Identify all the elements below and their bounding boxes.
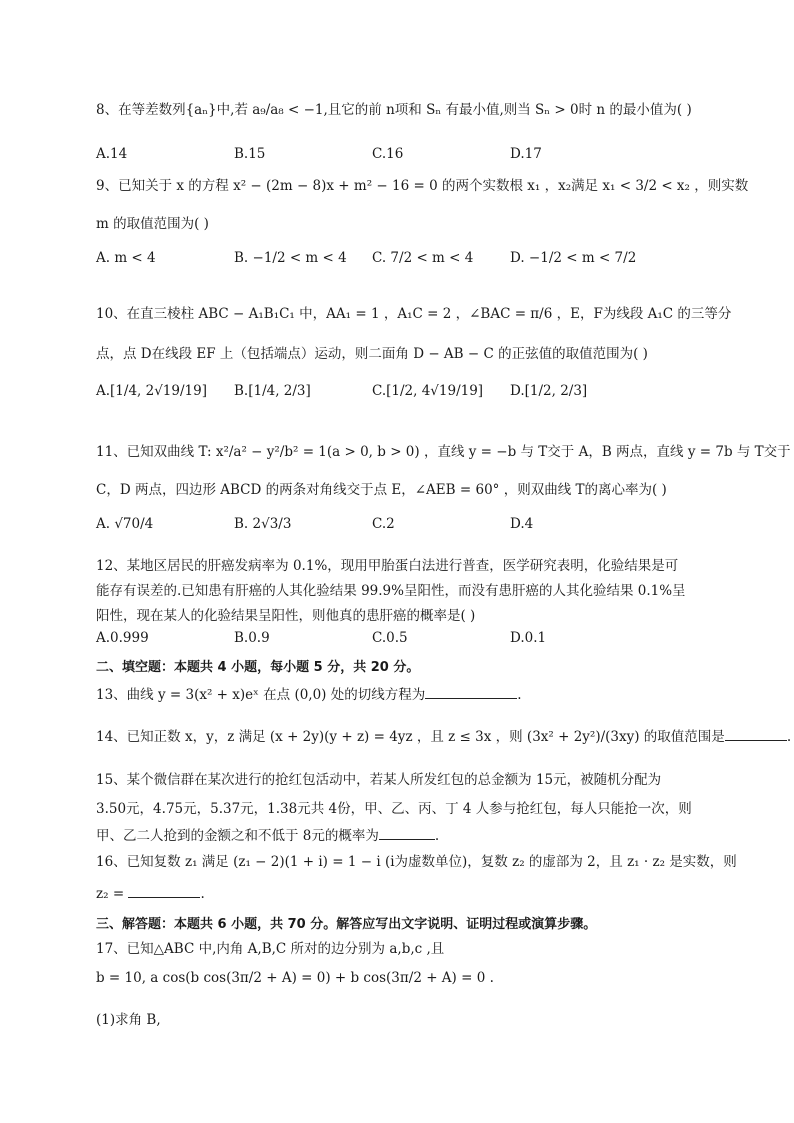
- question-13: 13、曲线 y = 3(x² + x)eˣ 在点 (0,0) 处的切线方程为 .: [96, 687, 522, 703]
- q8-option-b: B.15: [234, 146, 266, 162]
- q9-option-a: A. m < 4: [96, 250, 156, 266]
- q8-option-a: A.14: [96, 146, 128, 162]
- q13-text: 13、曲线 y = 3(x² + x)eˣ 在点 (0,0) 处的切线方程为: [96, 687, 426, 703]
- q10-text-line1: 10、在直三棱柱 ABC − A₁B₁C₁ 中，AA₁ = 1 ，A₁C = 2 ，∠BAC = π/6 ，E，F为线段 A₁C 的三等分: [96, 306, 732, 322]
- q9-options: [96, 250, 696, 272]
- q11-options: [96, 516, 696, 538]
- q16-text-line1: 16、已知复数 z₁ 满足 (z₁ − 2)(1 + i) = 1 − i (i为虚数单位)，复数 z₂ 的虚部为 2，且 z₁ · z₂ 是实数，则: [96, 854, 737, 870]
- q8-text: 8、在等差数列{aₙ}中,若 a₉/a₈ < −1,且它的前 n项和 Sₙ 有最小值,则当 Sₙ > 0时 n 的最小值为( ): [96, 102, 692, 118]
- question-17-line2: [96, 970, 494, 986]
- q11-option-d: D.4: [510, 516, 534, 532]
- q10-text-line2: 点，点 D在线段 EF 上（包括端点）运动，则二面角 D − AB − C 的正弦值的取值范围为( ): [96, 346, 648, 362]
- question-17-part1: [96, 1008, 161, 1028]
- question-11-line2: [96, 478, 667, 498]
- q12-option-c: C.0.5: [372, 630, 408, 646]
- q15-text-line3: 甲、乙二人抢到的金额之和不低于 8元的概率为: [96, 828, 379, 844]
- q11-text-line2: C，D 两点，四边形 ABCD 的两条对角线交于点 E，∠AEB = 60° ，则双曲线 T的离心率为( ): [96, 482, 667, 498]
- q12-options: [96, 630, 696, 652]
- q11-text-line1: 11、已知双曲线 T: x²/a² − y²/b² = 1(a > 0, b > 0) ，直线 y = −b 与 T交于 A，B 两点，直线 y = 7b 与 T交于: [96, 444, 791, 460]
- section2-text: 二、填空题：本题共 4 小题，每小题 5 分，共 20 分。: [96, 660, 420, 675]
- q14-answer-blank[interactable]: [725, 740, 787, 741]
- q9-text-line1: 9、已知关于 x 的方程 x² − (2m − 8)x + m² − 16 = 0 的两个实数根 x₁ ，x₂满足 x₁ < 3/2 < x₂ ，则实数: [96, 178, 749, 194]
- section3-text: 三、解答题：本题共 6 小题，共 70 分。解答应写出文字说明、证明过程或演算步骤。: [96, 917, 597, 932]
- q10-option-c: C.[1/2, 4√19/19]: [372, 383, 484, 399]
- question-17-line1: [96, 937, 444, 957]
- q15-answer-blank[interactable]: [379, 839, 435, 840]
- q12-option-a: A.0.999: [96, 630, 149, 646]
- question-12-line1: [96, 554, 678, 574]
- q17-text-line2: b = 10, a cos(b cos(3π/2 + A) = 0) + b cos(3π/2 + A) = 0 .: [96, 970, 494, 986]
- question-12-line2: [96, 579, 686, 599]
- section-solution-heading: [96, 913, 596, 932]
- q11-option-c: C.2: [372, 516, 395, 532]
- q12-option-d: D.0.1: [510, 630, 547, 646]
- question-10-line2: [96, 342, 648, 362]
- question-16-line2: z₂ = .: [96, 886, 205, 902]
- question-9-line2: [96, 212, 209, 232]
- question-15-line2: [96, 797, 692, 817]
- q12-text-line2: 能存有误差的.已知患有肝癌的人其化验结果 99.9%呈阳性，而没有患肝癌的人其化验结果 0.1%呈: [96, 583, 686, 599]
- q16-answer-blank[interactable]: [128, 897, 200, 898]
- q15-text-line2: 3.50元，4.75元，5.37元，1.38元共 4份，甲、乙、丙、丁 4 人参与抢红包，每人只能抢一次，则: [96, 801, 692, 817]
- question-16-line1: [96, 850, 737, 870]
- q15-text-line1: 15、某个微信群在某次进行的抢红包活动中，若某人所发红包的总金额为 15元，被随机分配为: [96, 772, 662, 788]
- q9-option-b: B. −1/2 < m < 4: [234, 250, 347, 266]
- q8-option-c: C.16: [372, 146, 404, 162]
- q12-text-line3: 阳性，现在某人的化验结果呈阳性，则他真的患肝癌的概率是( ): [96, 608, 476, 624]
- q13-answer-blank[interactable]: [425, 698, 517, 699]
- question-15-line3: 甲、乙二人抢到的金额之和不低于 8元的概率为 .: [96, 828, 440, 844]
- question-10-line1: [96, 302, 731, 322]
- q14-text: 14、已知正数 x，y，z 满足 (x + 2y)(y + z) = 4yz ，且 z ≤ 3x ，则 (3x² + 2y²)/(3xy) 的取值范围是: [96, 729, 725, 745]
- q12-text-line1: 12、某地区居民的肝癌发病率为 0.1%，现用甲胎蛋白法进行普查，医学研究表明，化验结果是可: [96, 558, 679, 574]
- q10-option-b: B.[1/4, 2/3]: [234, 383, 311, 399]
- q12-option-b: B.0.9: [234, 630, 270, 646]
- q10-options: [96, 383, 696, 405]
- q9-option-d: D. −1/2 < m < 7/2: [510, 250, 637, 266]
- q11-option-b: B. 2√3/3: [234, 516, 292, 532]
- q16-text-line2: z₂ =: [96, 886, 125, 902]
- q8-options: [96, 146, 696, 168]
- question-15-line1: [96, 768, 661, 788]
- q10-option-a: A.[1/4, 2√19/19]: [96, 383, 207, 399]
- q10-option-d: D.[1/2, 2/3]: [510, 383, 588, 399]
- question-12-line3: [96, 604, 475, 624]
- q9-option-c: C. 7/2 < m < 4: [372, 250, 474, 266]
- q11-option-a: A. √70/4: [96, 516, 154, 532]
- q17-text-line1: 17、已知△ABC 中,内角 A,B,C 所对的边分别为 a,b,c ,且: [96, 941, 445, 957]
- section-fill-in-heading: [96, 656, 419, 675]
- question-8: [96, 98, 692, 118]
- question-9-line1: [96, 174, 748, 194]
- question-11-line1: [96, 440, 791, 460]
- q17-part1-text: (1)求角 B,: [96, 1012, 161, 1028]
- q8-option-d: D.17: [510, 146, 542, 162]
- question-14: 14、已知正数 x，y，z 满足 (x + 2y)(y + z) = 4yz ，且 z ≤ 3x ，则 (3x² + 2y²)/(3xy) 的取值范围是 .: [96, 729, 792, 745]
- q9-text-line2: m 的取值范围为( ): [96, 216, 209, 232]
